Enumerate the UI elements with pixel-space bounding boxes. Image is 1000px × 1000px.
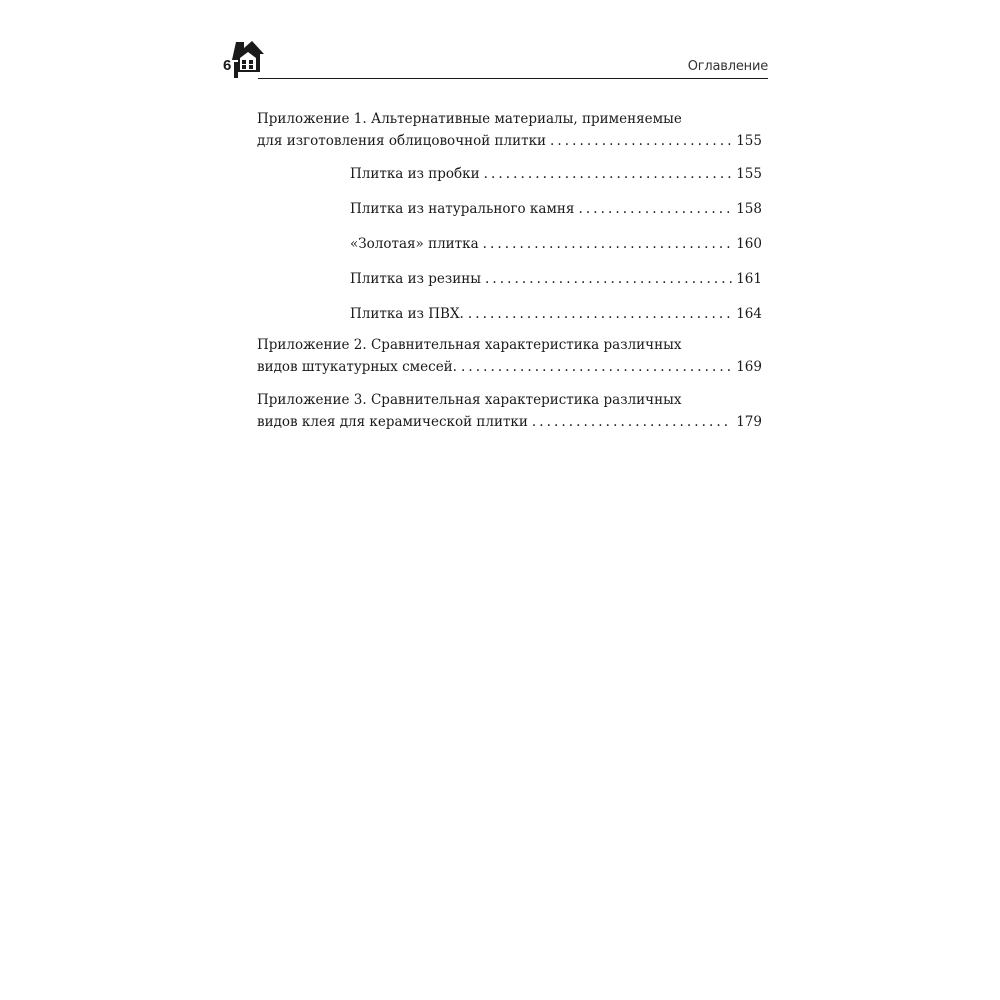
toc-page-number: 169 (736, 359, 762, 375)
toc-entry-title: видов клея для керамической плитки (257, 414, 528, 430)
toc-subentry[interactable] (350, 198, 762, 220)
table-of-contents (257, 108, 762, 444)
running-title: Оглавление (687, 59, 768, 74)
toc-page-number: 179 (736, 414, 762, 430)
toc-entry-title: Плитка из ПВХ. (350, 306, 464, 322)
toc-subentry[interactable] (350, 303, 762, 325)
toc-page-number: 160 (736, 236, 762, 252)
toc-entry-appendix-2[interactable] (257, 334, 762, 378)
dot-leader (578, 198, 732, 220)
dot-leader (532, 411, 732, 433)
header-divider (258, 78, 768, 79)
toc-entry-title: для изготовления облицовочной плитки (257, 133, 547, 149)
page-number: 6 (223, 57, 232, 74)
dot-leader (550, 130, 732, 152)
toc-page-number: 161 (736, 271, 762, 287)
toc-entry-title: Приложение 3. Сравнительная характеристика различных (257, 392, 682, 408)
toc-page-number: 155 (736, 166, 762, 182)
toc-page-number: 158 (736, 201, 762, 217)
toc-subentry[interactable] (350, 233, 762, 255)
toc-entry-title: Приложение 2. Сравнительная характеристика различных (257, 337, 682, 353)
dot-leader (484, 163, 733, 185)
toc-entry-title: Плитка из пробки (350, 166, 480, 182)
dot-leader (461, 356, 732, 378)
toc-entry-title: видов штукатурных смесей. (257, 359, 457, 375)
toc-entry-appendix-3[interactable] (257, 389, 762, 433)
toc-entry-title: Плитка из натурального камня (350, 201, 575, 217)
toc-page-number: 164 (736, 306, 762, 322)
toc-subentry[interactable] (350, 268, 762, 290)
page-header (222, 38, 768, 80)
toc-entry-title: Плитка из резины (350, 271, 481, 287)
toc-entry-title: Приложение 1. Альтернативные материалы, применяемые (257, 111, 682, 127)
dot-leader (468, 303, 732, 325)
toc-entry-appendix-1[interactable] (257, 108, 762, 152)
toc-entry-title: «Золотая» плитка (350, 236, 479, 252)
dot-leader (483, 233, 733, 255)
toc-subentry[interactable] (350, 163, 762, 185)
toc-page-number: 155 (736, 133, 762, 149)
dot-leader (485, 268, 732, 290)
